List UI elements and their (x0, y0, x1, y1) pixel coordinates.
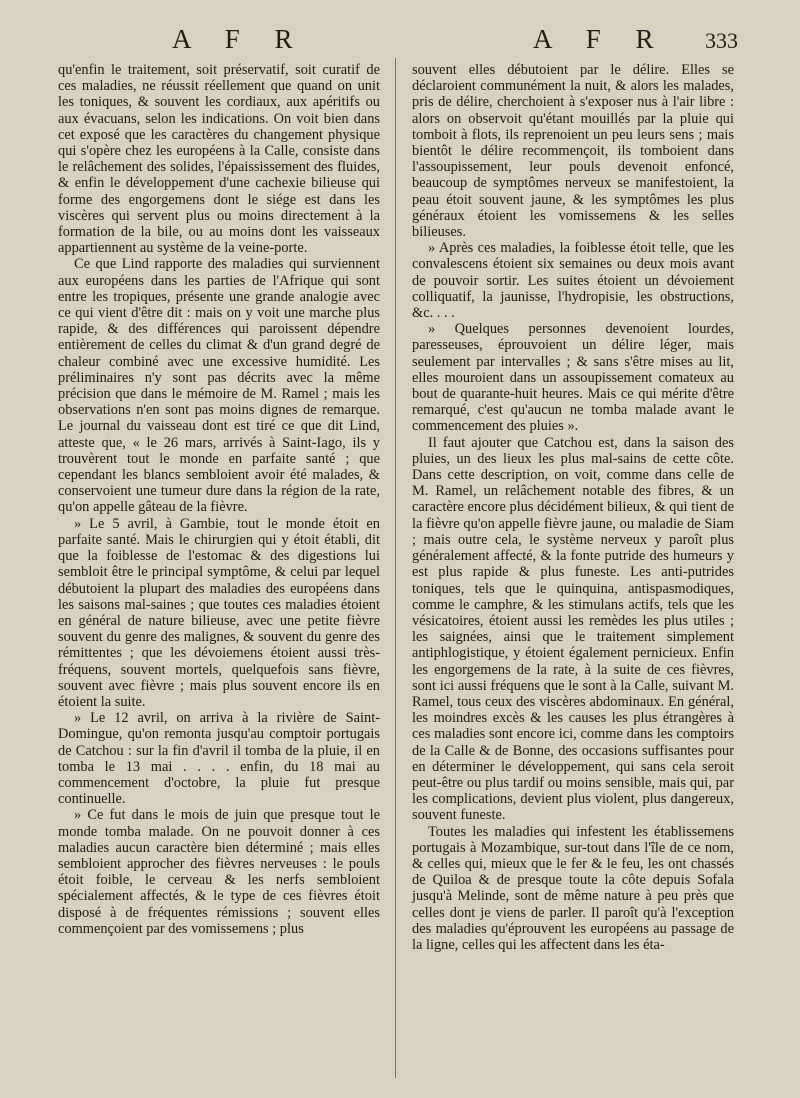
paragraph: souvent elles débutoient par le délire. Elles se déclaroient communément la nuit, & alors les malades, pris de délire, cherchoient à s'exposer nus à l'air libre : alors on observoit qu'étant mouillés par la pluie qui tomboit à flots, ils reprenoient un peu leurs sens ; mais bientôt le délire recommençoit, ils tomboient dans l'assoupissement, leur pouls devenoit enfoncé, beaucoup de symptômes nerveux se manifestoient, la peau étoit souvent jaune, & les symptômes les plus généraux étoient les vomissemens & les selles bilieuses. (412, 62, 734, 241)
running-head-left: A F R (172, 24, 307, 54)
running-head-right: A F R (533, 24, 668, 54)
right-column (412, 62, 734, 953)
paragraph: » Le 12 avril, on arriva à la rivière de Saint-Domingue, qu'on remonta jusqu'au comptoir portugais de Catchou : sur la fin d'avril il tomba de la pluie, il en tomba le 13 mai . . . . enfin, du 18 mai au commencement d'octobre, la pluie fut presque continuelle. (58, 710, 380, 808)
paragraph: » Le 5 avril, à Gambie, tout le monde étoit en parfaite santé. Mais le chirurgien qui y étoit établi, dit que la foiblesse de l'estomac & des digestions lui sembloit être le principal symptôme, & celui par lequel débutoient la plupart des maladies des européens dans les saisons mal-saines ; que toutes ces maladies étoient en général de nature bilieuse, avec une petite fièvre souvent du genre des malignes, & souvent du genre des rémittentes ; que les dévoiemens étoient aussi très-fréquens, souvent mortels, quelquefois sans fièvre, souvent avec fièvre ; mais plus souvent encore ils en étoient la suite. (58, 515, 380, 710)
running-head (0, 24, 800, 60)
page-number: 333 (705, 28, 738, 53)
paragraph: qu'enfin le traitement, soit préservatif, soit curatif de ces maladies, ne réussit réellement que quand on unit les toniques, & souvent les cordiaux, aux apéritifs ou aux évacuans, selon les indications. On voit bien dans cet exposé que les caractères du changement physique qui s'opère chez les européens à la Calle, consiste dans le relâchement des solides, l'épaississement des fluides, & enfin le développement d'une cachexie bilieuse qui forme des engorgemens dont le siége est dans les viscères qui servent plus ou moins directement à la formation de la bile, ou au moins dont les vaisseaux appartiennent au système de la veine-porte. (58, 62, 380, 257)
paragraph: » Quelques personnes devenoient lourdes, paresseuses, éprouvoient un délire léger, mais seulement par intervalles ; & sans s'être mises au lit, elles mouroient dans un assoupissement comateux au bout de quarante-huit heures. Mais ce qui mérite d'être remarqué, c'est qu'aucun ne tomba malade avant le commencement des pluies ». (412, 321, 734, 435)
paragraph: Toutes les maladies qui infestent les établissemens portugais à Mozambique, sur-tout dans l'île de ce nom, & celles qui, mieux que le fer & le feu, les ont chassés de Quiloa & de presque toute la côte depuis Sofala jusqu'à Melinde, sont de même nature à peu près que celles dont je viens de parler. Il paroît qu'à l'exception des maladies qu'éprouvent les européens au passage de la ligne, celles qui les affectent dans les éta- (412, 823, 734, 953)
paragraph: » Ce fut dans le mois de juin que presque tout le monde tomba malade. On ne pouvoit donner à ces maladies aucun caractère bien déterminé ; mais elles sembloient approcher des fièvres nerveuses : le pouls étoit foible, le cerveau & les nerfs sembloient spécialement affectés, & le type de ces fièvres étoit disposé à de fréquentes rémissions ; souvent elles commençoient par des vomissemens ; plus (58, 807, 380, 937)
paragraph: Il faut ajouter que Catchou est, dans la saison des pluies, un des lieux les plus mal-sains de cette côte. Dans cette description, on voit, comme dans celle de M. Ramel, un relâchement notable des fibres, & un caractère encore plus décidément bilieux, & qui tient de la fièvre qu'on appelle fièvre jaune, ou maladie de Siam ; mais outre cela, le système nerveux y paroît plus généralement affecté, & la fonte putride des humeurs y est plus rapide & plus funeste. Les anti-putrides toniques, tels que le quinquina, antispasmodiques, comme le camphre, & les stimulans actifs, tels que les vésicatoires, étoient aussi les remèdes les plus utiles ; les saignées, ainsi que le traitement simplement antiphlogistique, y étoient également pernicieux. Enfin les engorgemens de la rate, à la suite de ces fièvres, sont ici aussi fréquens que le sont à la Calle, suivant M. Ramel, tous ceux des viscères abdominaux. En général, les moindres excès & les causes les plus étrangères à ces maladies sont encore ici, comme dans les comptoirs de la Calle & de Bonne, des occasions suffisantes pour en déterminer le développement, qui sans cela seroit peut-être ou plus tardif ou moins sensible, mais qui, par les complications, devient plus violent, plus dangereux, souvent funeste. (412, 434, 734, 824)
column-divider (395, 58, 396, 1078)
paragraph: Ce que Lind rapporte des maladies qui surviennent aux européens dans les parties de l'Afrique qui sont entre les tropiques, présente une grande analogie avec ce qui vient d'être dit : mais on y voit une marche plus rapide, & des différences qui paroissent dépendre entièrement de celles du climat & d'un grand degré de chaleur combiné avec une excessive humidité. Les préliminaires n'y sont pas décrits avec la même précision que dans le mémoire de M. Ramel ; mais les observations n'en sont pas moins dignes de remarque. Le journal du vaisseau dont est tiré ce que dit Lind, atteste que, « le 26 mars, arrivés à Saint-Iago, ils y trouvèrent tout le monde en parfaite santé ; que cependant les blancs sembloient avoir été malades, & conservoient une tumeur dure dans la région de la rate, qu'on appelle gâteau de la fièvre. (58, 256, 380, 516)
paragraph: » Après ces maladies, la foiblesse étoit telle, que les convalescens étoient six semaines ou deux mois avant de pouvoir sortir. Les suites étoient un dévoiement colliquatif, la jaunisse, l'hydropisie, les obstructions, &c. . . . (412, 240, 734, 322)
left-column (58, 62, 380, 937)
